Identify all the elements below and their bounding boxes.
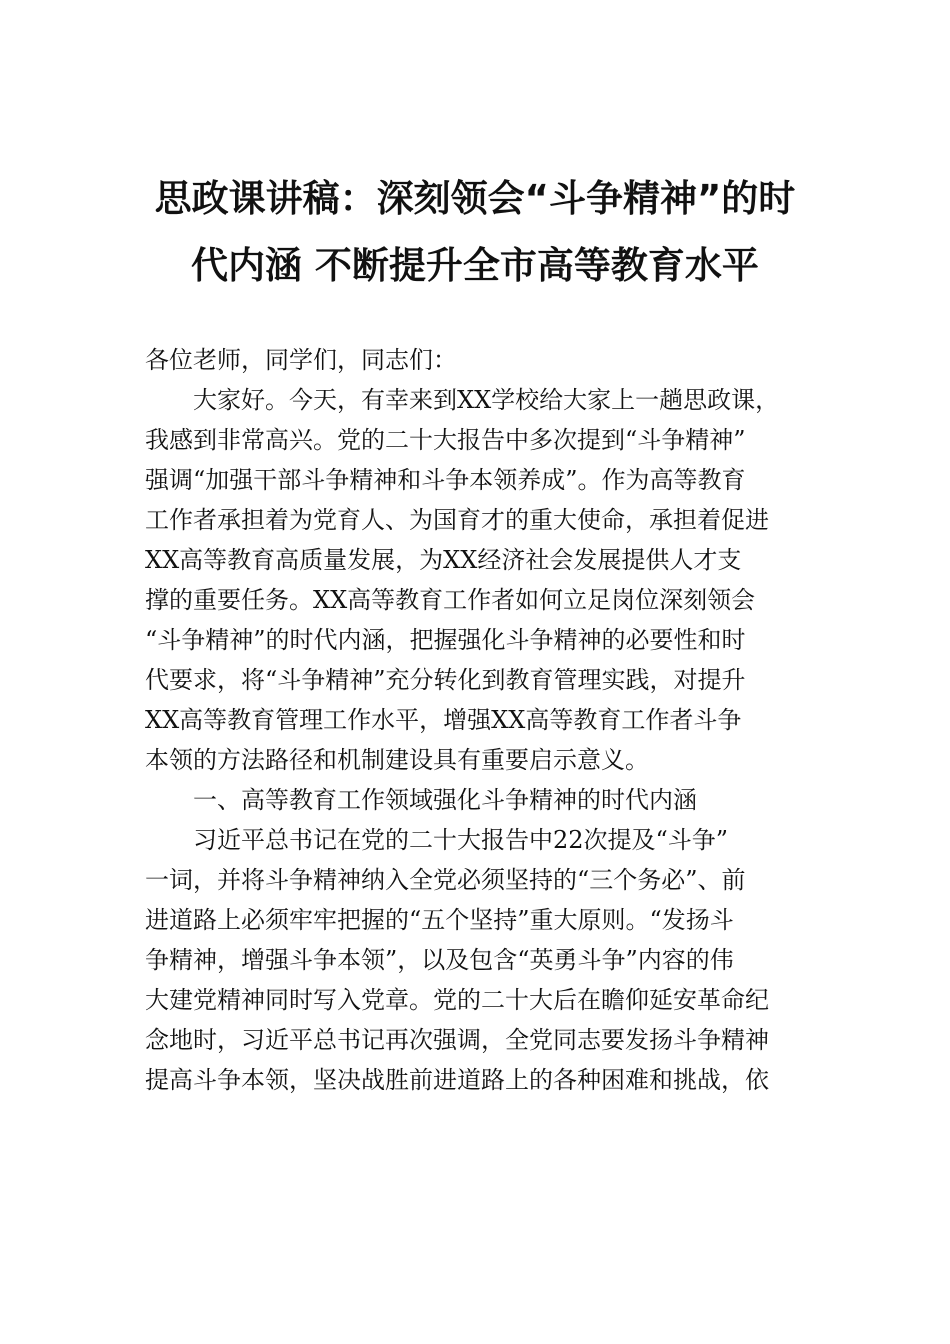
document-title-line-2: 代内涵 不断提升全市高等教育水平 <box>191 244 759 287</box>
paragraph-line: XX高等教育管理工作水平，增强XX高等教育工作者斗争 <box>145 706 742 734</box>
paragraph-line: 大家好。今天，有幸来到XX学校给大家上一趟思政课， <box>193 386 780 414</box>
paragraph-line: 强调“加强干部斗争精神和斗争本领养成”。作为高等教育 <box>145 466 746 494</box>
paragraph-line: 念地时，习近平总书记再次强调，全党同志要发扬斗争精神 <box>145 1026 769 1054</box>
paragraph-line: 我感到非常高兴。党的二十大报告中多次提到“斗争精神” <box>145 426 746 454</box>
paragraph-line: XX高等教育高质量发展，为XX经济社会发展提供人才支 <box>145 546 742 574</box>
paragraph-line: 大建党精神同时写入党章。党的二十大后在瞻仰延安革命纪 <box>145 986 769 1014</box>
paragraph-line: 撑的重要任务。XX高等教育工作者如何立足岗位深刻领会 <box>145 586 756 614</box>
paragraph-line: “斗争精神”的时代内涵，把握强化斗争精神的必要性和时 <box>145 626 746 654</box>
paragraph-intro <box>145 380 810 780</box>
section-heading-1: 一、高等教育工作领域强化斗争精神的时代内涵 <box>193 786 697 814</box>
paragraph-section-1 <box>145 820 810 1100</box>
document-body <box>145 340 810 1100</box>
paragraph-line: 进道路上必须牢牢把握的“五个坚持”重大原则。“发扬斗 <box>145 906 734 934</box>
paragraph-line: 一词，并将斗争精神纳入全党必须坚持的“三个务必”、前 <box>145 866 746 894</box>
paragraph-line: 提高斗争本领，坚决战胜前进道路上的各种困难和挑战，依 <box>145 1066 769 1094</box>
paragraph-line: 本领的方法路径和机制建设具有重要启示意义。 <box>145 746 649 774</box>
salutation-line: 各位老师，同学们，同志们： <box>145 346 457 374</box>
paragraph-line: 习近平总书记在党的二十大报告中22次提及“斗争” <box>193 826 729 854</box>
paragraph-line: 争精神，增强斗争本领”，以及包含“英勇斗争”内容的伟 <box>145 946 734 974</box>
document-title-line-1: 思政课讲稿：深刻领会“斗争精神”的时 <box>154 177 796 220</box>
paragraph-line: 工作者承担着为党育人、为国育才的重大使命，承担着促进 <box>145 506 769 534</box>
salutation <box>145 340 810 380</box>
paragraph-line: 代要求，将“斗争精神”充分转化到教育管理实践，对提升 <box>145 666 746 694</box>
